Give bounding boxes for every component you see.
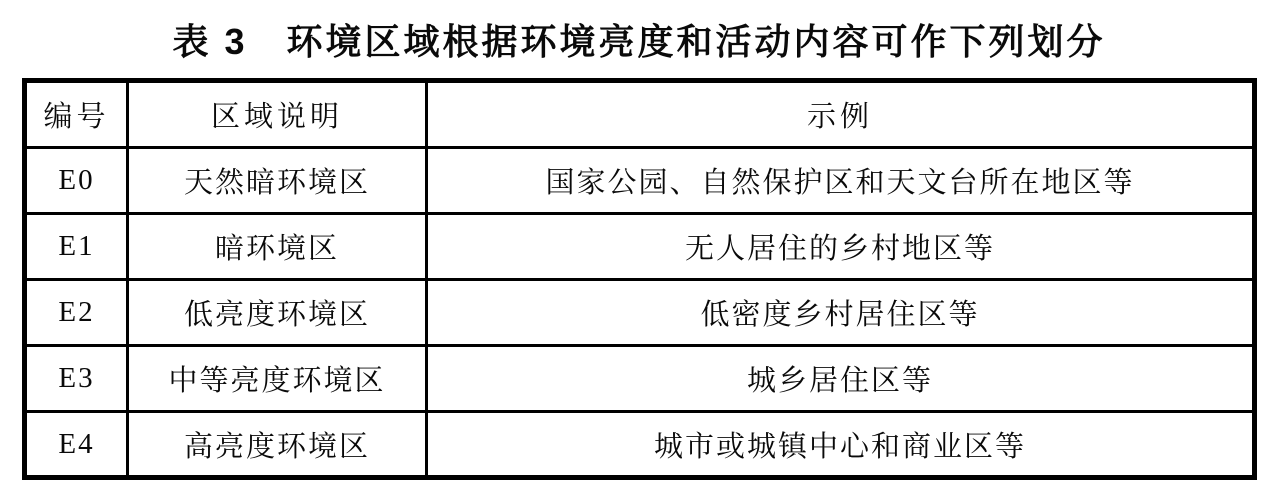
column-header-description: 区域说明 [128,81,427,148]
table-row [25,280,1255,346]
table-header-row [25,81,1255,148]
column-header-example: 示例 [427,81,1255,148]
zone-description-cell: 低亮度环境区 [128,280,427,346]
zone-id-cell: E4 [25,412,128,478]
zone-id-cell: E3 [25,346,128,412]
table-row [25,148,1255,214]
zone-example-cell: 国家公园、自然保护区和天文台所在地区等 [427,148,1255,214]
zone-description-cell: 暗环境区 [128,214,427,280]
table-row [25,346,1255,412]
zone-id-cell: E2 [25,280,128,346]
zone-example-cell: 城市或城镇中心和商业区等 [427,412,1255,478]
column-header-id: 编号 [25,81,128,148]
zone-description-cell: 中等亮度环境区 [128,346,427,412]
zone-example-cell: 无人居住的乡村地区等 [427,214,1255,280]
table-row [25,412,1255,478]
zone-example-cell: 低密度乡村居住区等 [427,280,1255,346]
zone-description-cell: 天然暗环境区 [128,148,427,214]
zone-description-cell: 高亮度环境区 [128,412,427,478]
zone-id-cell: E1 [25,214,128,280]
zone-id-cell: E0 [25,148,128,214]
zone-example-cell: 城乡居住区等 [427,346,1255,412]
table-row [25,214,1255,280]
table-title: 表 3 环境区域根据环境亮度和活动内容可作下列划分 [172,21,1106,62]
environment-zone-table [22,78,1257,480]
